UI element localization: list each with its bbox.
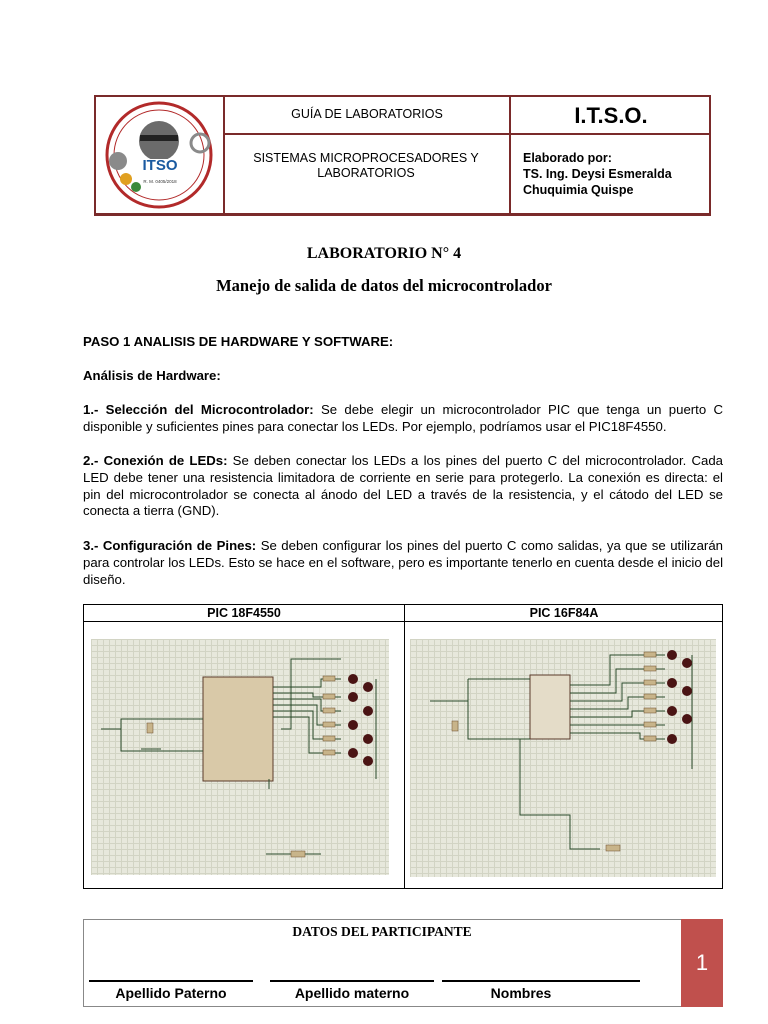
left-figure-caption: PIC 18F4550: [207, 606, 281, 620]
author-name-2: Chuquimia Quispe: [523, 183, 634, 197]
paragraph-3-lead: 3.- Configuración de Pines:: [83, 538, 257, 553]
surname-paternal-line[interactable]: [89, 980, 253, 982]
first-names-label: Nombres: [490, 985, 552, 1001]
course-title: SISTEMAS MICROPROCESADORES Y LABORATORIOS: [253, 151, 479, 180]
participant-title: DATOS DEL PARTICIPANTE: [292, 924, 472, 939]
paragraph-3: [83, 538, 723, 588]
paragraph-1-body: Se debe elegir un microcontrolador PIC que tenga un puerto C disponible y suficientes pines para conectar los LEDs. Por ejemplo, podríamos usar el PIC18F4550.: [83, 402, 723, 434]
logo-text: ITSO: [142, 157, 178, 174]
surname-maternal-label: Apellido materno: [294, 985, 410, 1001]
lab-number: LABORATORIO N° 4: [306, 245, 462, 262]
header-table: [94, 95, 711, 216]
author-block: [523, 150, 672, 198]
paragraph-2-lead: 2.- Conexión de LEDs:: [83, 453, 228, 468]
schematic-pic18f4550: [91, 639, 389, 875]
schematic-pic16f84a: [410, 639, 716, 877]
first-names-line[interactable]: [442, 980, 640, 982]
right-figure-caption: PIC 16F84A: [529, 606, 599, 620]
step-title: PASO 1 ANALISIS DE HARDWARE Y SOFTWARE:: [83, 334, 394, 349]
paragraph-2: [83, 453, 723, 520]
paragraph-1: [83, 402, 723, 436]
hardware-title: Análisis de Hardware:: [83, 368, 221, 383]
author-label: Elaborado por:: [523, 151, 612, 165]
logo-small-text: R. M. 0405/2018: [143, 179, 177, 184]
surname-paternal-label: Apellido Paterno: [115, 985, 227, 1001]
circuit-figure-table: [83, 604, 723, 889]
author-name-1: TS. Ing. Deysi Esmeralda: [523, 167, 672, 181]
surname-maternal-line[interactable]: [270, 980, 434, 982]
institution-name: I.T.S.O.: [574, 103, 648, 128]
guide-title: GUÍA DE LABORATORIOS: [291, 107, 443, 121]
lab-subtitle: Manejo de salida de datos del microcontrolador: [216, 276, 552, 295]
paragraph-2-body: Se deben conectar los LEDs a los pines del puerto C del microcontrolador. Cada LED debe tener una resistencia limitadora de corriente en serie para protegerlo. La conexión es directa: el pin del microcontrolador se conecta al ánodo del LED a través de la resistencia, y el cátodo del LED se conecta a tierra (GND).: [83, 453, 723, 519]
paragraph-3-body: Se deben configurar los pines del puerto C como salidas, ya que se utilizarán para controlar los LEDs. Esto se hace en el software, pero es importante tenerlo en cuenta desde el inicio del diseño.: [83, 538, 723, 587]
paragraph-1-lead: 1.- Selección del Microcontrolador:: [83, 402, 314, 417]
institution-logo: [100, 99, 218, 211]
page-number: 1: [681, 919, 723, 1007]
